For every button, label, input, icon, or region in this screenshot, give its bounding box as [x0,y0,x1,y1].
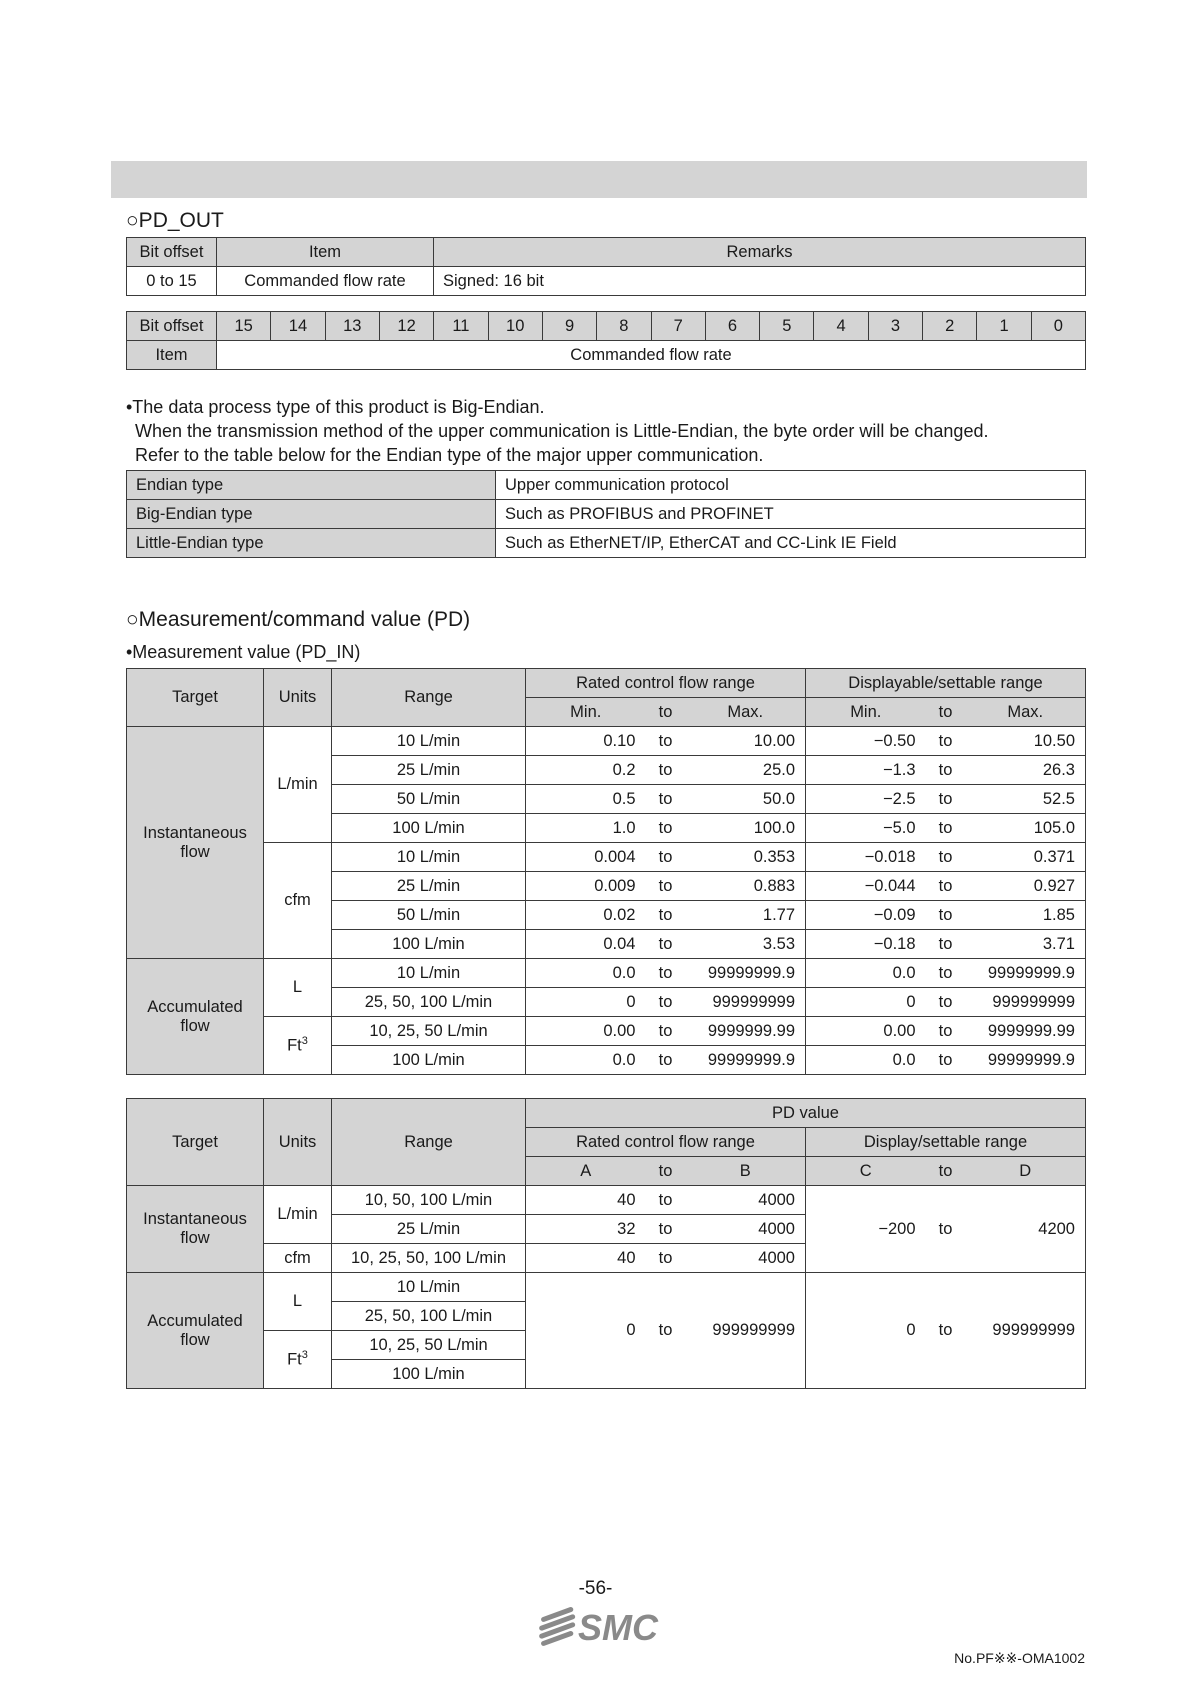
bit-cell: 1 [977,312,1031,341]
header-to: to [926,698,966,727]
to-cell: to [926,988,966,1017]
to-cell: to [926,756,966,785]
header-d: D [966,1157,1086,1186]
value-cell: 40 [526,1244,646,1273]
value-cell: 0.0 [806,959,926,988]
document-number: No.PF※※-OMA1002 [954,1650,1085,1666]
value-cell: 10.00 [686,727,806,756]
to-cell: to [926,1186,966,1273]
bit-cell: 4 [814,312,868,341]
value-cell: −0.50 [806,727,926,756]
header-min: Min. [526,698,646,727]
to-cell: to [926,814,966,843]
header-rated: Rated control flow range [526,669,806,698]
value-cell: 100.0 [686,814,806,843]
to-cell: to [646,1046,686,1075]
unit-ft-text: Ft [287,1036,302,1055]
value-cell: 99999999.9 [686,1046,806,1075]
value-cell: 52.5 [966,785,1086,814]
header-pd-value: PD value [526,1099,1086,1128]
value-cell: −200 [806,1186,926,1273]
value-cell: 0.004 [526,843,646,872]
to-cell: to [646,756,686,785]
range-cell: 10, 50, 100 L/min [332,1186,526,1215]
value-cell: 4000 [686,1186,806,1215]
range-cell: 10 L/min [332,843,526,872]
bit-cell: 8 [597,312,651,341]
value-cell: −0.18 [806,930,926,959]
bit-cell: 3 [868,312,922,341]
smc-logo-icon [536,1604,666,1646]
header-display: Display/settable range [806,1128,1086,1157]
bit-cell: 13 [325,312,379,341]
unit-l: L [264,1273,332,1331]
value-cell: 0 [526,1273,646,1389]
value-cell: 0.009 [526,872,646,901]
value-cell: 99999999.9 [966,1046,1086,1075]
to-cell: to [926,727,966,756]
to-cell: to [926,785,966,814]
range-cell: 10, 25, 50, 100 L/min [332,1244,526,1273]
range-cell: 100 L/min [332,1360,526,1389]
to-cell: to [926,930,966,959]
range-cell: 10 L/min [332,959,526,988]
range-cell: 10 L/min [332,727,526,756]
to-cell: to [926,1273,966,1389]
to-cell: to [646,785,686,814]
to-cell: to [926,901,966,930]
value-cell: 1.85 [966,901,1086,930]
value-cell: −0.044 [806,872,926,901]
value-cell: 99999999.9 [966,959,1086,988]
value-cell: 1.77 [686,901,806,930]
to-cell: to [646,959,686,988]
value-cell: 0 [806,988,926,1017]
range-cell: 10, 25, 50 L/min [332,1017,526,1046]
value-cell: 4000 [686,1244,806,1273]
pd-out-table [126,237,1086,296]
value-cell: 105.0 [966,814,1086,843]
value-cell: 0.883 [686,872,806,901]
cell: 0 to 15 [127,267,217,296]
to-cell: to [646,872,686,901]
header-max: Max. [686,698,806,727]
header-to: to [926,1157,966,1186]
header-units: Units [264,669,332,727]
target-accumulated: Accumulated flow [127,1273,264,1389]
bit-cell: 7 [651,312,705,341]
header-c: C [806,1157,926,1186]
to-cell: to [646,843,686,872]
to-cell: to [926,1017,966,1046]
to-cell: to [646,901,686,930]
value-cell: 4200 [966,1186,1086,1273]
value-cell: 0.00 [526,1017,646,1046]
header-target: Target [127,669,264,727]
header-displayable: Displayable/settable range [806,669,1086,698]
target-accumulated: Accumulated flow [127,959,264,1075]
to-cell: to [926,1046,966,1075]
value-cell: 0 [526,988,646,1017]
cell: Such as EtherNET/IP, EtherCAT and CC-Link IE Field [496,529,1086,558]
cell: Upper communication protocol [496,471,1086,500]
value-cell: 0.2 [526,756,646,785]
range-cell: 100 L/min [332,814,526,843]
header-cell: Remarks [434,238,1086,267]
value-cell: 0.0 [526,959,646,988]
to-cell: to [646,814,686,843]
target-instantaneous: Instantaneous flow [127,727,264,959]
to-cell: to [646,930,686,959]
to-cell: to [926,843,966,872]
endian-line-2: When the transmission method of the upper communication is Little-Endian, the byte order will be changed. [135,421,989,441]
logo-text: SMC [578,1607,658,1646]
value-cell: 0.02 [526,901,646,930]
range-cell: 25, 50, 100 L/min [332,988,526,1017]
unit-lmin: L/min [264,727,332,843]
page-number: -56- [578,1578,613,1599]
bit-cell: 11 [434,312,488,341]
unit-cfm: cfm [264,843,332,959]
value-cell: 4000 [686,1215,806,1244]
range-cell: 100 L/min [332,1046,526,1075]
value-cell: 999999999 [686,1273,806,1389]
cell: Endian type [127,471,496,500]
value-cell: −0.09 [806,901,926,930]
pd-out-bit-table [126,311,1086,370]
value-cell: 25.0 [686,756,806,785]
to-cell: to [646,1215,686,1244]
value-cell: 999999999 [686,988,806,1017]
cell: Little-Endian type [127,529,496,558]
value-cell: 32 [526,1215,646,1244]
to-cell: to [646,1186,686,1215]
value-cell: 9999999.99 [966,1017,1086,1046]
value-cell: 0.10 [526,727,646,756]
range-cell: 100 L/min [332,930,526,959]
value-cell: 0.371 [966,843,1086,872]
item-label: Item [127,341,217,370]
unit-ft3 [264,1017,332,1075]
to-cell: to [926,872,966,901]
header-target: Target [127,1099,264,1186]
unit-lmin: L/min [264,1186,332,1244]
header-range: Range [332,669,526,727]
measurement-subtitle: •Measurement value (PD_IN) [126,642,361,662]
cell: Commanded flow rate [217,267,434,296]
value-cell: 1.0 [526,814,646,843]
unit-cfm: cfm [264,1244,332,1273]
endian-line-1: •The data process type of this product is Big-Endian. [126,397,545,417]
to-cell: to [646,1244,686,1273]
value-cell: −1.3 [806,756,926,785]
value-cell: 0.04 [526,930,646,959]
range-cell: 50 L/min [332,785,526,814]
header-a: A [526,1157,646,1186]
header-min: Min. [806,698,926,727]
endian-line-3: Refer to the table below for the Endian type of the major upper communication. [135,445,764,465]
unit-ft-superscript: 3 [301,1349,308,1362]
header-rated: Rated control flow range [526,1128,806,1157]
header-to: to [646,698,686,727]
value-cell: 9999999.99 [686,1017,806,1046]
range-cell: 10, 25, 50 L/min [332,1331,526,1360]
header-max: Max. [966,698,1086,727]
cell: Big-Endian type [127,500,496,529]
value-cell: −0.018 [806,843,926,872]
value-cell: 99999999.9 [686,959,806,988]
cell: Such as PROFIBUS and PROFINET [496,500,1086,529]
header-band [111,161,1087,198]
bit-cell: 10 [488,312,542,341]
bit-cell: 6 [705,312,759,341]
cell: Signed: 16 bit [434,267,1086,296]
value-cell: 50.0 [686,785,806,814]
bit-cell: 9 [542,312,596,341]
range-cell: 25 L/min [332,756,526,785]
to-cell: to [646,727,686,756]
value-cell: 0.353 [686,843,806,872]
measurement-title: ○Measurement/command value (PD) [126,608,471,631]
unit-ft-text: Ft [287,1350,302,1369]
value-cell: 0.00 [806,1017,926,1046]
bit-cell: 15 [217,312,271,341]
value-cell: −5.0 [806,814,926,843]
value-cell: 0.5 [526,785,646,814]
to-cell: to [646,988,686,1017]
bit-cell: 0 [1031,312,1085,341]
bit-cell: 12 [379,312,433,341]
to-cell: to [646,1017,686,1046]
target-instantaneous: Instantaneous flow [127,1186,264,1273]
header-units: Units [264,1099,332,1186]
range-cell: 25 L/min [332,872,526,901]
unit-ft3 [264,1331,332,1389]
value-cell: 0.0 [806,1046,926,1075]
range-cell: 25, 50, 100 L/min [332,1302,526,1331]
bit-cell: 2 [923,312,977,341]
value-cell: 999999999 [966,988,1086,1017]
endian-table [126,470,1086,558]
value-cell: 40 [526,1186,646,1215]
header-to: to [646,1157,686,1186]
unit-l: L [264,959,332,1017]
bit-cell: 5 [760,312,814,341]
value-cell: 999999999 [966,1273,1086,1389]
value-cell: −2.5 [806,785,926,814]
value-cell: 0 [806,1273,926,1389]
bit-offset-label: Bit offset [127,312,217,341]
header-b: B [686,1157,806,1186]
pd-out-title: ○PD_OUT [126,209,224,232]
to-cell: to [926,959,966,988]
value-cell: 3.53 [686,930,806,959]
range-cell: 25 L/min [332,1215,526,1244]
bit-cell: 14 [271,312,325,341]
measurement-table [126,668,1086,1075]
value-cell: 10.50 [966,727,1086,756]
to-cell: to [646,1273,686,1389]
value-cell: 0.0 [526,1046,646,1075]
value-cell: 0.927 [966,872,1086,901]
unit-ft-superscript: 3 [301,1035,308,1048]
header-cell: Item [217,238,434,267]
value-cell: 3.71 [966,930,1086,959]
range-cell: 10 L/min [332,1273,526,1302]
header-cell: Bit offset [127,238,217,267]
header-range: Range [332,1099,526,1186]
item-value: Commanded flow rate [217,341,1086,370]
value-cell: 26.3 [966,756,1086,785]
range-cell: 50 L/min [332,901,526,930]
pd-value-table [126,1098,1086,1389]
